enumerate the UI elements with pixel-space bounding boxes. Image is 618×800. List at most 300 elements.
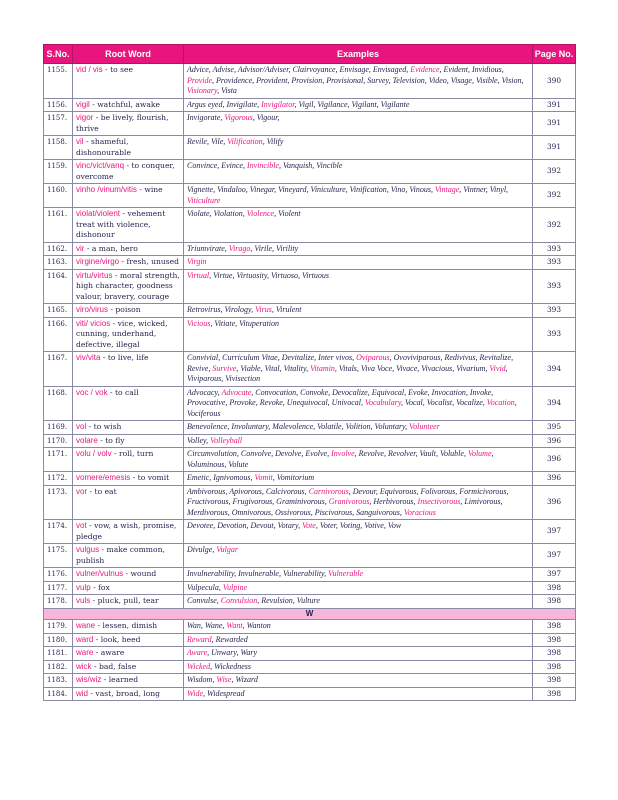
table-row — [44, 674, 576, 688]
page-number: 398 — [533, 674, 576, 688]
page-number: 396 — [533, 485, 576, 520]
examples-cell — [184, 317, 533, 352]
root-word: vil — [76, 137, 84, 146]
examples-cell — [184, 581, 533, 595]
serial-number: 1175. — [44, 544, 73, 568]
root-word: wick — [76, 661, 92, 671]
examples-cell — [184, 595, 533, 609]
example-text: Vulpecula, — [187, 582, 223, 592]
table-row — [44, 434, 576, 448]
example-text: , Widespread — [203, 688, 245, 698]
table-row — [44, 568, 576, 582]
serial-number: 1162. — [44, 242, 73, 256]
serial-number: 1155. — [44, 64, 73, 99]
page-number: 394 — [533, 352, 576, 387]
serial-number: 1180. — [44, 633, 73, 647]
page-number: 396 — [533, 448, 576, 472]
root-meaning: to vomit — [137, 473, 170, 482]
examples-cell — [184, 568, 533, 582]
example-text: Invulnerability, Invulnerable, Vulnerability, — [187, 569, 329, 578]
example-text: Convince, Evince, — [187, 161, 247, 170]
highlighted-example: Advocate — [221, 387, 252, 397]
root-meaning: look, heed — [100, 634, 141, 644]
example-text: Wisdom, — [187, 675, 217, 684]
serial-number: 1166. — [44, 317, 73, 352]
serial-number: 1172. — [44, 472, 73, 486]
examples-cell — [184, 208, 533, 243]
examples-cell — [184, 687, 533, 701]
examples-cell — [184, 674, 533, 688]
root-word-cell: viti/ vicios - vice, wicked, cunning, underhand, defective, illegal — [73, 317, 184, 352]
root-word: vid / vis — [76, 65, 103, 74]
root-word: vulgus — [76, 545, 100, 554]
root-word: vomere/emesis — [76, 473, 131, 482]
examples-cell — [184, 184, 533, 208]
root-word-cell: vigor - be lively, flourish, thrive — [73, 112, 184, 136]
examples-cell — [184, 304, 533, 318]
serial-number: 1179. — [44, 620, 73, 634]
examples-cell — [184, 647, 533, 661]
root-word-cell: vot - vow, a wish, promise, pledge — [73, 520, 184, 544]
example-text: , Violent — [274, 209, 301, 218]
root-word-cell: vid / vis - to see — [73, 64, 184, 99]
table-row — [44, 660, 576, 674]
page-number: 393 — [533, 317, 576, 352]
table-row — [44, 304, 576, 318]
root-word-cell: viv/vita - to live, life — [73, 352, 184, 387]
highlighted-example: Oviparous — [356, 353, 390, 362]
example-text: , Rewarded — [211, 634, 248, 644]
example-text: , Viviparous, Vivisection — [187, 363, 508, 383]
page-number: 394 — [533, 386, 576, 421]
root-meaning: to eat — [94, 486, 117, 496]
root-word-cell: wis/wiz - learned — [73, 674, 184, 688]
serial-number: 1165. — [44, 304, 73, 318]
root-word-cell: wid - vast, broad, long — [73, 687, 184, 701]
highlighted-example: Viticulture — [187, 195, 221, 205]
header-root-word: Root Word — [73, 45, 184, 64]
serial-number: 1176. — [44, 568, 73, 582]
example-text: , Vomitorium — [272, 473, 315, 482]
root-word: vol — [76, 422, 87, 431]
serial-number: 1163. — [44, 256, 73, 270]
root-meaning: watchful, awake — [97, 99, 161, 109]
root-word: virtu/virtus — [76, 270, 113, 280]
page-number: 390 — [533, 64, 576, 99]
highlighted-example: Vitamin — [310, 363, 335, 373]
root-word-cell: vulgus - make common, publish — [73, 544, 184, 568]
examples-cell — [184, 620, 533, 634]
serial-number: 1181. — [44, 647, 73, 661]
example-text: Retrovirus, Virology, — [187, 305, 256, 314]
root-meaning: vow, a wish, promise, pledge — [76, 521, 177, 541]
page-number: 397 — [533, 520, 576, 544]
root-meaning: be lively, flourish, thrive — [76, 113, 169, 133]
highlighted-example: Wicked — [187, 661, 211, 671]
examples-cell — [184, 64, 533, 99]
highlighted-example: Vocabulary — [365, 398, 401, 407]
page-number: 396 — [533, 434, 576, 448]
table-row — [44, 112, 576, 136]
highlighted-example: Virago — [228, 243, 251, 253]
example-text: Convivial, Curriculum Vitae, Devitalize, Inter vivos, — [187, 353, 357, 362]
root-word: vinc/vict/vanq — [76, 161, 125, 170]
root-meaning: moral strength, high character, goodness valour, bravery, courage — [76, 270, 180, 301]
page-number: 398 — [533, 581, 576, 595]
example-text: , Evident, Invidious, — [439, 65, 504, 74]
root-word: vor — [76, 486, 88, 496]
examples-cell — [184, 434, 533, 448]
root-meaning: pluck, pull, tear — [97, 596, 159, 605]
root-meaning: vehement treat with violence, dishonour — [76, 209, 166, 239]
example-text: , Voter, Voting, Votive, Vow — [315, 521, 402, 530]
root-meaning: aware — [100, 648, 125, 657]
table-body-v — [44, 64, 576, 609]
root-word-cell: violat/violent - vehement treat with violence, dishonour — [73, 208, 184, 243]
table-row — [44, 520, 576, 544]
highlighted-example: Vocation — [486, 398, 515, 407]
highlighted-example: Virtual — [187, 270, 210, 280]
example-text: , Limivorous, Merdivorous, Omnivorous, Ossivorous, Piscivorous, Sanguivorous, — [187, 497, 503, 517]
example-text: , Vanquish, Vincible — [278, 161, 343, 170]
root-meaning: to see — [110, 65, 134, 74]
example-text: , Unwary, Wary — [207, 648, 258, 657]
root-meaning: shameful, dishonourable — [76, 137, 131, 157]
serial-number: 1167. — [44, 352, 73, 387]
highlighted-example: Convulsion — [220, 596, 258, 605]
highlighted-example: Wide — [187, 688, 203, 698]
page-number: 391 — [533, 136, 576, 160]
highlighted-example: Vulgar — [216, 545, 238, 554]
root-word: vot — [76, 521, 87, 530]
example-text: Divulge, — [187, 545, 217, 554]
root-word-cell: vil - shameful, dishonourable — [73, 136, 184, 160]
example-text: , Viable, Vital, Vitality, — [236, 363, 311, 373]
highlighted-example: Insectivorous — [417, 497, 461, 506]
root-word: viro/virus — [76, 305, 109, 314]
examples-cell — [184, 520, 533, 544]
highlighted-example: Invigilator — [261, 99, 295, 109]
table-row — [44, 485, 576, 520]
highlighted-example: Violence — [246, 209, 275, 218]
page-number: 396 — [533, 472, 576, 486]
example-text: , Convocation, Convoke, Devocalize, Equivocal, Evoke, Invocation, Invoke, Provocative, Provoke, Revoke, Unequivocal, Univocal, — [187, 387, 494, 407]
root-meaning: make common, publish — [76, 545, 165, 565]
root-word-cell: vuls - pluck, pull, tear — [73, 595, 184, 609]
root-word-cell: virgine/virgo - fresh, unused — [73, 256, 184, 270]
root-meaning: wine — [144, 185, 163, 194]
highlighted-example: Granivorous — [328, 497, 370, 506]
page-number: 392 — [533, 184, 576, 208]
root-word-cell: wick - bad, false — [73, 660, 184, 674]
example-text: , Vociferous — [187, 398, 517, 418]
highlighted-example: Vomit — [254, 473, 273, 482]
root-word-cell: vigil - watchful, awake — [73, 98, 184, 112]
examples-cell — [184, 386, 533, 421]
table-row — [44, 160, 576, 184]
page-number: 398 — [533, 620, 576, 634]
highlighted-example: Vintage — [434, 185, 460, 194]
example-text: , Vitiate, Vituperation — [210, 318, 279, 328]
examples-cell — [184, 256, 533, 270]
examples-cell — [184, 660, 533, 674]
section-row — [44, 608, 576, 620]
example-text: Devotee, Devotion, Devout, Votary, — [187, 521, 303, 530]
example-text: , Ovoviviparous, Redivivus, Revitalize, Revive, — [187, 353, 514, 373]
serial-number: 1171. — [44, 448, 73, 472]
example-text: Circumvolution, Convolve, Devolve, Evolve, — [187, 449, 332, 458]
example-text: , Wickedness — [210, 661, 251, 671]
example-text: Violate, Violation, — [187, 209, 247, 218]
root-meaning: learned — [108, 675, 139, 684]
highlighted-example: Vigorous — [224, 113, 253, 122]
table-header-row — [44, 45, 576, 64]
examples-cell — [184, 448, 533, 472]
root-meaning: fresh, unused — [126, 257, 180, 266]
table-row — [44, 421, 576, 435]
serial-number: 1174. — [44, 520, 73, 544]
page-number: 398 — [533, 595, 576, 609]
root-word: vulner/vulnus — [76, 569, 124, 578]
header-page-no: Page No. — [533, 45, 576, 64]
example-text: , Revulsion, Vulture — [257, 596, 320, 605]
root-word-cell: vomere/emesis - to vomit — [73, 472, 184, 486]
header-examples: Examples — [184, 45, 533, 64]
highlighted-example: Vote — [302, 521, 316, 530]
page-number: 392 — [533, 160, 576, 184]
root-word: viti/ vicios — [76, 318, 111, 328]
examples-cell — [184, 472, 533, 486]
example-text: , Vocal, Vocalist, Vocalize, — [401, 398, 487, 407]
example-text: Volley, — [187, 435, 211, 445]
page-number: 391 — [533, 112, 576, 136]
root-word-cell: viro/virus - poison — [73, 304, 184, 318]
root-word-cell: vulner/vulnus - wound — [73, 568, 184, 582]
header-sno: S.No. — [44, 45, 73, 64]
example-text: Wan, Wane, — [187, 621, 227, 630]
root-word: vuls — [76, 596, 91, 605]
example-text: Revile, Vile, — [187, 137, 228, 146]
section-heading: W — [44, 608, 576, 620]
table-row — [44, 448, 576, 472]
table-row — [44, 208, 576, 243]
serial-number: 1160. — [44, 184, 73, 208]
example-text: , Wizard — [231, 675, 258, 684]
serial-number: 1177. — [44, 581, 73, 595]
table-row — [44, 242, 576, 256]
example-text: , Vigour, — [252, 113, 280, 122]
example-text: Advocacy, — [187, 387, 222, 397]
table-row — [44, 184, 576, 208]
example-text: , Vista — [217, 86, 237, 95]
root-word: virgine/virgo — [76, 257, 120, 266]
table-row — [44, 544, 576, 568]
root-word: volare — [76, 435, 98, 445]
root-word: ware — [76, 648, 94, 657]
table-row — [44, 620, 576, 634]
highlighted-example: Involve — [331, 449, 355, 458]
serial-number: 1168. — [44, 386, 73, 421]
root-meaning: wound — [130, 569, 157, 578]
highlighted-example: Vulpine — [222, 582, 248, 592]
root-word: ward — [76, 634, 94, 644]
page-number: 398 — [533, 633, 576, 647]
example-text: Convulse, — [187, 596, 221, 605]
root-word: vinho /vinum/vitis — [76, 185, 137, 194]
root-meaning: to wish — [93, 422, 122, 431]
serial-number: 1157. — [44, 112, 73, 136]
example-text: Ambivorous, Apivorous, Calcivorous, — [187, 486, 309, 496]
example-text: , Herbivorous, — [369, 497, 418, 506]
root-word: wane — [76, 621, 96, 630]
example-text: , Virulent — [271, 305, 302, 314]
root-meaning: to live, life — [107, 353, 149, 362]
example-text: Vignette, Vindaloo, Vinegar, Vineyard, Viniculture, Vinification, Vino, Vinous, — [187, 185, 435, 194]
root-words-table — [43, 44, 576, 701]
examples-cell — [184, 98, 533, 112]
root-word: vulp — [76, 582, 91, 592]
page-number: 393 — [533, 304, 576, 318]
root-word: vigil — [76, 99, 90, 109]
example-text: , Vintner, Vinyl, — [459, 185, 509, 194]
highlighted-example: Volleyball — [210, 435, 243, 445]
table-row — [44, 386, 576, 421]
example-text: , Wanton — [242, 621, 271, 630]
highlighted-example: Volume — [467, 449, 492, 458]
root-word: viv/vita — [76, 353, 101, 362]
examples-cell — [184, 269, 533, 304]
root-meaning: to conquer, overcome — [76, 161, 175, 181]
example-text: Triumvirate, — [187, 243, 229, 253]
example-text: , Voluminous, Volute — [187, 449, 494, 469]
root-meaning: bad, false — [98, 661, 137, 671]
highlighted-example: Vulnerable — [328, 569, 364, 578]
root-word-cell: ware - aware — [73, 647, 184, 661]
table-row — [44, 136, 576, 160]
root-word: violat/violent — [76, 209, 121, 218]
examples-cell — [184, 421, 533, 435]
root-word-cell: volare - to fly — [73, 434, 184, 448]
serial-number: 1173. — [44, 485, 73, 520]
page-number: 393 — [533, 256, 576, 270]
page-number: 398 — [533, 660, 576, 674]
highlighted-example: Want — [226, 621, 243, 630]
highlighted-example: Aware — [187, 648, 208, 657]
highlighted-example: Volunteer — [409, 422, 440, 431]
example-text: , Vitals, Viva Voce, Vivace, Vivacious, Vivarium, — [334, 363, 490, 373]
root-word: wid — [76, 688, 89, 698]
serial-number: 1170. — [44, 434, 73, 448]
page-number: 397 — [533, 568, 576, 582]
table-row — [44, 633, 576, 647]
root-word-cell: voc / vok - to call — [73, 386, 184, 421]
highlighted-example: Provide — [187, 75, 213, 85]
root-word-cell: vinc/vict/vanq - to conquer, overcome — [73, 160, 184, 184]
root-meaning: vice, wicked, cunning, underhand, defective, illegal — [76, 318, 168, 349]
table-body-w — [44, 620, 576, 701]
page-number: 398 — [533, 687, 576, 701]
root-word: voc / vok — [76, 387, 108, 397]
root-word: volu / volv — [76, 449, 112, 458]
root-meaning: vast, broad, long — [95, 688, 161, 698]
root-meaning: to call — [114, 387, 139, 397]
serial-number: 1161. — [44, 208, 73, 243]
examples-cell — [184, 633, 533, 647]
highlighted-example: Survive — [212, 363, 237, 373]
highlighted-example: Visionary — [187, 86, 218, 95]
page-number: 391 — [533, 98, 576, 112]
serial-number: 1158. — [44, 136, 73, 160]
table-row — [44, 352, 576, 387]
examples-cell — [184, 485, 533, 520]
examples-cell — [184, 160, 533, 184]
root-word: wis/wiz — [76, 675, 102, 684]
example-text: , Virtue, Virtuosity, Virtuoso, Virtuous — [209, 270, 329, 280]
examples-cell — [184, 242, 533, 256]
root-meaning: to fly — [105, 435, 125, 445]
root-word-cell: vol - to wish — [73, 421, 184, 435]
highlighted-example: Virus — [255, 305, 272, 314]
highlighted-example: Wise — [216, 675, 232, 684]
table-row — [44, 98, 576, 112]
root-word-cell: vir - a man, hero — [73, 242, 184, 256]
page-number: 397 — [533, 544, 576, 568]
highlighted-example: Vilification — [227, 137, 263, 146]
serial-number: 1182. — [44, 660, 73, 674]
page-number: 395 — [533, 421, 576, 435]
example-text: Argus eyed, Invigilate, — [187, 99, 262, 109]
table-row — [44, 317, 576, 352]
root-meaning: poison — [115, 305, 141, 314]
root-word-cell: ward - look, heed — [73, 633, 184, 647]
page-number: 398 — [533, 647, 576, 661]
highlighted-example: Voracious — [403, 507, 436, 517]
example-text: , Devour, Equivorous, Folivorous, Formicivorous, Fructivorous, Frugivorous, Graminivorous, — [187, 486, 509, 506]
page-number: 392 — [533, 208, 576, 243]
root-word: vir — [76, 243, 85, 253]
table-row — [44, 256, 576, 270]
highlighted-example: Invincible — [246, 161, 279, 170]
example-text: , Providence, Provident, Provision, Provisional, Survey, Television, Video, Visage, Visible, Vision, — [212, 75, 524, 85]
example-text: Emetic, Ignivomous, — [187, 473, 255, 482]
serial-number: 1169. — [44, 421, 73, 435]
serial-number: 1164. — [44, 269, 73, 304]
root-word-cell: volu / volv - roll, turn — [73, 448, 184, 472]
root-meaning: a man, hero — [91, 243, 138, 253]
serial-number: 1156. — [44, 98, 73, 112]
example-text: Benevolence, Involuntary, Malevolence, Volatile, Volition, Voluntary, — [187, 422, 410, 431]
highlighted-example: Virgin — [187, 257, 207, 266]
table-row — [44, 581, 576, 595]
highlighted-example: Evidence — [410, 65, 440, 74]
highlighted-example: Reward — [187, 634, 212, 644]
root-word-cell: vinho /vinum/vitis - wine — [73, 184, 184, 208]
serial-number: 1184. — [44, 687, 73, 701]
examples-cell — [184, 352, 533, 387]
example-text: , Revolve, Revolver, Vault, Voluble, — [354, 449, 468, 458]
example-text: , Vigil, Vigilance, Vigilant, Vigilante — [294, 99, 410, 109]
highlighted-example: Carnivorous — [308, 486, 349, 496]
root-word: vigor — [76, 113, 94, 122]
highlighted-example: Vivid — [489, 363, 506, 373]
root-meaning: roll, turn — [118, 449, 154, 458]
example-text: Invigorate, — [187, 113, 225, 122]
table-row — [44, 472, 576, 486]
table-row — [44, 687, 576, 701]
section-w — [44, 608, 576, 620]
page-number: 393 — [533, 269, 576, 304]
root-word-cell: wane - lessen, dimish — [73, 620, 184, 634]
